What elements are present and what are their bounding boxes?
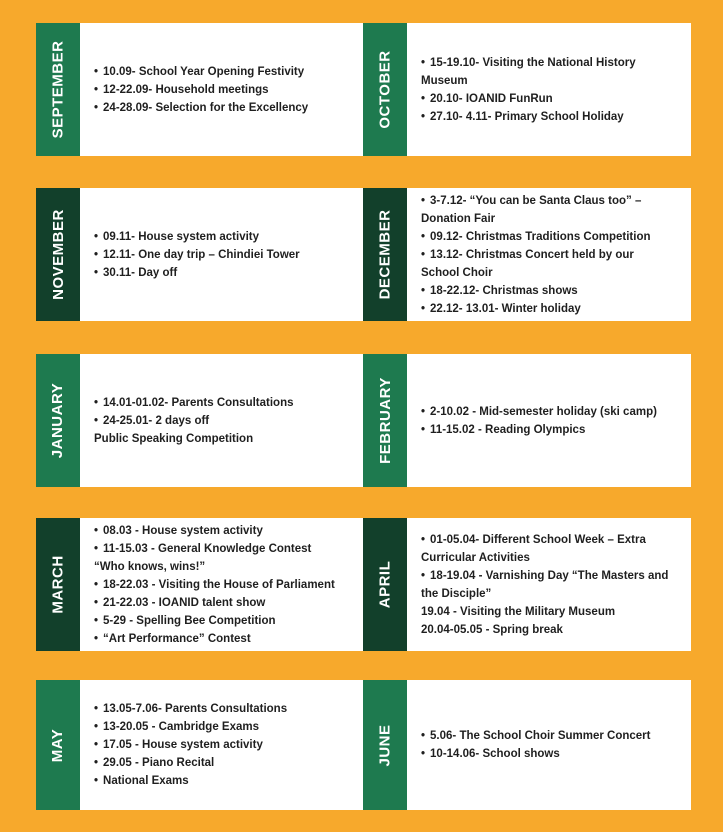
event-item: • 15-19.10- Visiting the National History	[421, 54, 683, 72]
event-list	[80, 518, 364, 651]
month-label: APRIL	[376, 560, 394, 609]
event-list	[407, 518, 691, 651]
month-label: SEPTEMBER	[49, 40, 67, 139]
event-list	[80, 680, 364, 810]
event-item: • 12.11- One day trip – Chindiei Tower	[94, 246, 356, 264]
event-item: • 13.05-7.06- Parents Consultations	[94, 700, 356, 718]
event-item-plain: Public Speaking Competition	[94, 432, 254, 445]
event-item-continuation: Museum	[421, 74, 468, 87]
event-item: • 10.09- School Year Opening Festivity	[94, 63, 356, 81]
event-item: • 18-19.04 - Varnishing Day “The Masters and	[421, 567, 683, 585]
month-tab	[363, 680, 407, 810]
event-list	[80, 23, 364, 156]
event-item: • 14.01-01.02- Parents Consultations	[94, 394, 356, 412]
event-item: • National Exams	[94, 772, 356, 790]
event-item: • 08.03 - House system activity	[94, 522, 356, 540]
event-list	[407, 680, 691, 810]
event-item-plain: 19.04 - Visiting the Military Museum	[421, 605, 616, 618]
event-item: • 18-22.03 - Visiting the House of Parliament	[94, 576, 356, 594]
card-june	[363, 680, 691, 810]
event-item: • 10-14.06- School shows	[421, 745, 683, 763]
month-tab	[363, 23, 407, 156]
card-september	[36, 23, 364, 156]
card-february	[363, 354, 691, 487]
month-label: NOVEMBER	[49, 209, 67, 300]
event-item-continuation: Curricular Activities	[421, 551, 530, 564]
month-tab	[363, 188, 407, 321]
month-tab	[363, 354, 407, 487]
event-item: • 21-22.03 - IOANID talent show	[94, 594, 356, 612]
event-item: • 30.11- Day off	[94, 264, 356, 282]
event-item: • 22.12- 13.01- Winter holiday	[421, 300, 683, 318]
event-item-continuation: the Disciple”	[421, 587, 492, 600]
event-item: • 12-22.09- Household meetings	[94, 81, 356, 99]
card-october	[363, 23, 691, 156]
event-item: • 27.10- 4.11- Primary School Holiday	[421, 108, 683, 126]
event-item-continuation: School Choir	[421, 266, 493, 279]
card-december	[363, 188, 691, 321]
month-tab	[36, 188, 80, 321]
card-january	[36, 354, 364, 487]
event-item: • 13.12- Christmas Concert held by our	[421, 246, 683, 264]
month-tab	[363, 518, 407, 651]
month-tab	[36, 354, 80, 487]
month-tab	[36, 680, 80, 810]
event-list	[407, 188, 691, 321]
event-item: • 18-22.12- Christmas shows	[421, 282, 683, 300]
event-list	[80, 188, 364, 321]
event-item: • 11-15.02 - Reading Olympics	[421, 421, 683, 439]
month-label: MARCH	[49, 555, 67, 614]
event-item: • 5-29 - Spelling Bee Competition	[94, 612, 356, 630]
card-may	[36, 680, 364, 810]
event-item: • 2-10.02 - Mid-semester holiday (ski camp)	[421, 403, 683, 421]
event-item: • 17.05 - House system activity	[94, 736, 356, 754]
card-march	[36, 518, 364, 651]
event-item: • 29.05 - Piano Recital	[94, 754, 356, 772]
event-item: • 01-05.04- Different School Week – Extra	[421, 531, 683, 549]
card-november	[36, 188, 364, 321]
event-item-continuation: Donation Fair	[421, 212, 496, 225]
event-item: • 5.06- The School Choir Summer Concert	[421, 727, 683, 745]
event-list	[407, 354, 691, 487]
month-tab	[36, 23, 80, 156]
month-label: MAY	[49, 728, 67, 762]
event-item: • 24-28.09- Selection for the Excellency	[94, 99, 356, 117]
event-list	[407, 23, 691, 156]
event-item: • 13-20.05 - Cambridge Exams	[94, 718, 356, 736]
event-item: • 09.12- Christmas Traditions Competition	[421, 228, 683, 246]
month-label: JANUARY	[49, 382, 67, 459]
event-item: • 3-7.12- “You can be Santa Claus too” –	[421, 192, 683, 210]
month-label: DECEMBER	[376, 209, 394, 300]
month-label: OCTOBER	[376, 50, 394, 129]
event-item-plain: 20.04-05.05 - Spring break	[421, 623, 563, 636]
month-tab	[36, 518, 80, 651]
event-item: • 20.10- IOANID FunRun	[421, 90, 683, 108]
event-item: • 09.11- House system activity	[94, 228, 356, 246]
month-label: FEBRUARY	[376, 377, 394, 464]
event-item: • 24-25.01- 2 days off	[94, 412, 356, 430]
event-item-continuation: “Who knows, wins!”	[94, 560, 206, 573]
event-item: • 11-15.03 - General Knowledge Contest	[94, 540, 356, 558]
event-list	[80, 354, 364, 487]
card-april	[363, 518, 691, 651]
month-label: JUNE	[376, 723, 394, 767]
event-item: • “Art Performance” Contest	[94, 630, 356, 648]
